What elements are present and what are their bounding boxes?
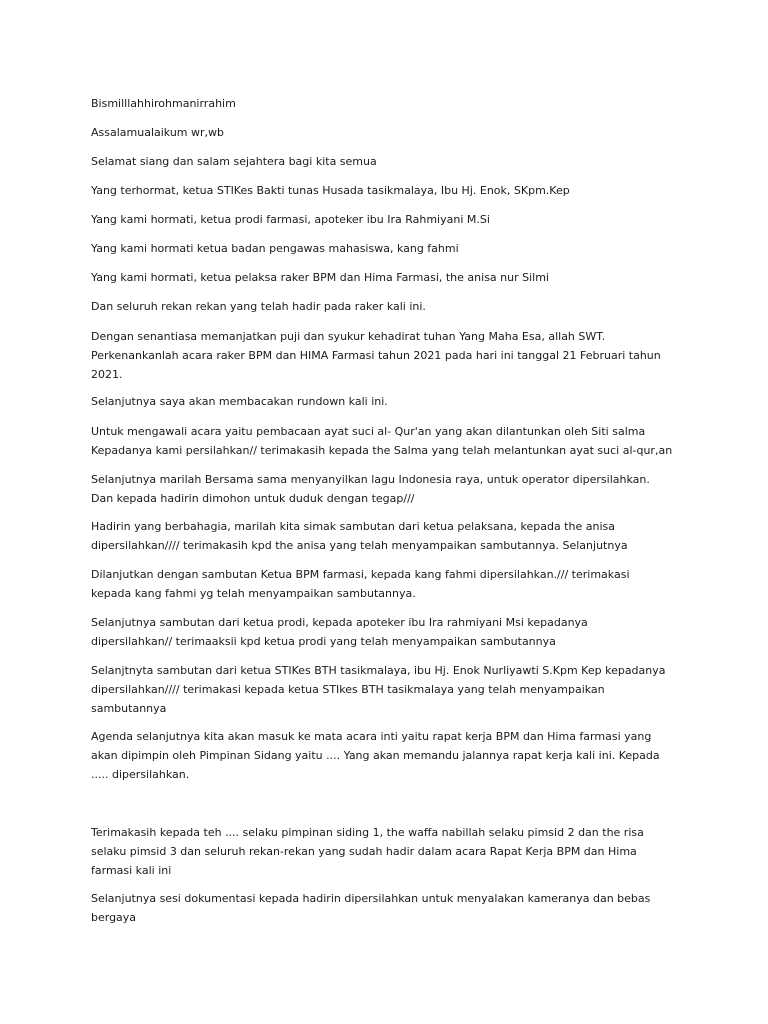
paragraph-sambutan-prodi: Selanjutnya sambutan dari ketua prodi, kepada apoteker ibu Ira rahmiyani Msi kepadanya dipersilahkan// terimaaksii kpd ketua prodi yang telah menyampaikan sambutannya <box>91 616 588 648</box>
paragraph-honor-ketua-stikes: Yang terhormat, ketua STIKes Bakti tunas Husada tasikmalaya, Ibu Hj. Enok, SKpm.Kep <box>91 184 570 197</box>
paragraph-quran: Untuk mengawali acara yaitu pembacaan ayat suci al- Qur'an yang akan dilantunkan oleh Siti salma Kepadanya kami persilahkan// terimakasih kepada the Salma yang telah melantunkan ayat suci al-qur,an <box>91 425 673 457</box>
paragraph-agenda-rapat: Agenda selanjutnya kita akan masuk ke mata acara inti yaitu rapat kerja BPM dan Hima farmasi yang akan dipimpin oleh Pimpinan Sidang yaitu .... Yang akan memandu jalannya rapat kerja kali ini. Kepada ..... dipersilahkan. <box>91 730 660 781</box>
paragraph-sambutan-pelaksana: Hadirin yang berbahagia, marilah kita simak sambutan dari ketua pelaksana, kepada the anisa dipersilahkan//// terimakasih kpd the anisa yang telah menyampaikan sambutannya. Selanjutnya <box>91 520 628 552</box>
paragraph-honor-ketua-pelaksana: Yang kami hormati, ketua pelaksa raker BPM dan Hima Farmasi, the anisa nur Silmi <box>91 271 549 284</box>
paragraph-sambutan-stikes: Selanjtnyta sambutan dari ketua STIKes BTH tasikmalaya, ibu Hj. Enok Nurliyawti S.Kpm Kep kepadanya dipersilahkan//// terimakasi kepada ketua STIkes BTH tasikmalaya yang telah menyampaikan sambutannya <box>91 664 666 715</box>
paragraph-opening: Bismilllahhirohmanirrahim <box>91 97 236 110</box>
paragraph-terimakasih-pimsid: Terimakasih kepada teh .... selaku pimpinan siding 1, the waffa nabillah selaku pimsid 2 dan the risa selaku pimsid 3 dan seluruh rekan-rekan yang sudah hadir dalam acara Rapat Kerja BPM dan Hima farmasi kali ini <box>91 826 644 877</box>
paragraph-greeting: Assalamualaikum wr,wb <box>91 126 225 139</box>
paragraph-sambutan-bpm: Dilanjutkan dengan sambutan Ketua BPM farmasi, kepada kang fahmi dipersilahkan./// terimakasi kepada kang fahmi yg telah menyampaikan sambutannya. <box>91 568 630 600</box>
paragraph-welcome: Selamat siang dan salam sejahtera bagi kita semua <box>91 155 377 168</box>
paragraph-honor-ketua-prodi: Yang kami hormati, ketua prodi farmasi, apoteker ibu Ira Rahmiyani M.Si <box>91 213 490 226</box>
paragraph-rundown: Selanjutnya saya akan membacakan rundown kali ini. <box>91 395 388 408</box>
paragraph-honor-ketua-bpm: Yang kami hormati ketua badan pengawas mahasiswa, kang fahmi <box>91 242 459 255</box>
paragraph-dokumentasi: Selanjutnya sesi dokumentasi kepada hadirin dipersilahkan untuk menyalakan kameranya dan bebas bergaya <box>91 892 651 924</box>
paragraph-opening-prayer: Dengan senantiasa memanjatkan puji dan syukur kehadirat tuhan Yang Maha Esa, allah SWT. Perkenankanlah acara raker BPM dan HIMA Farmasi tahun 2021 pada hari ini tanggal 21 Februari tahun 2021. <box>91 330 661 381</box>
paragraph-indonesia-raya: Selanjutnya marilah Bersama sama menyanyilkan lagu Indonesia raya, untuk operator dipersilahkan. Dan kepada hadirin dimohon untuk duduk dengan tegap/// <box>91 473 650 505</box>
paragraph-audience: Dan seluruh rekan rekan yang telah hadir pada raker kali ini. <box>91 300 426 313</box>
